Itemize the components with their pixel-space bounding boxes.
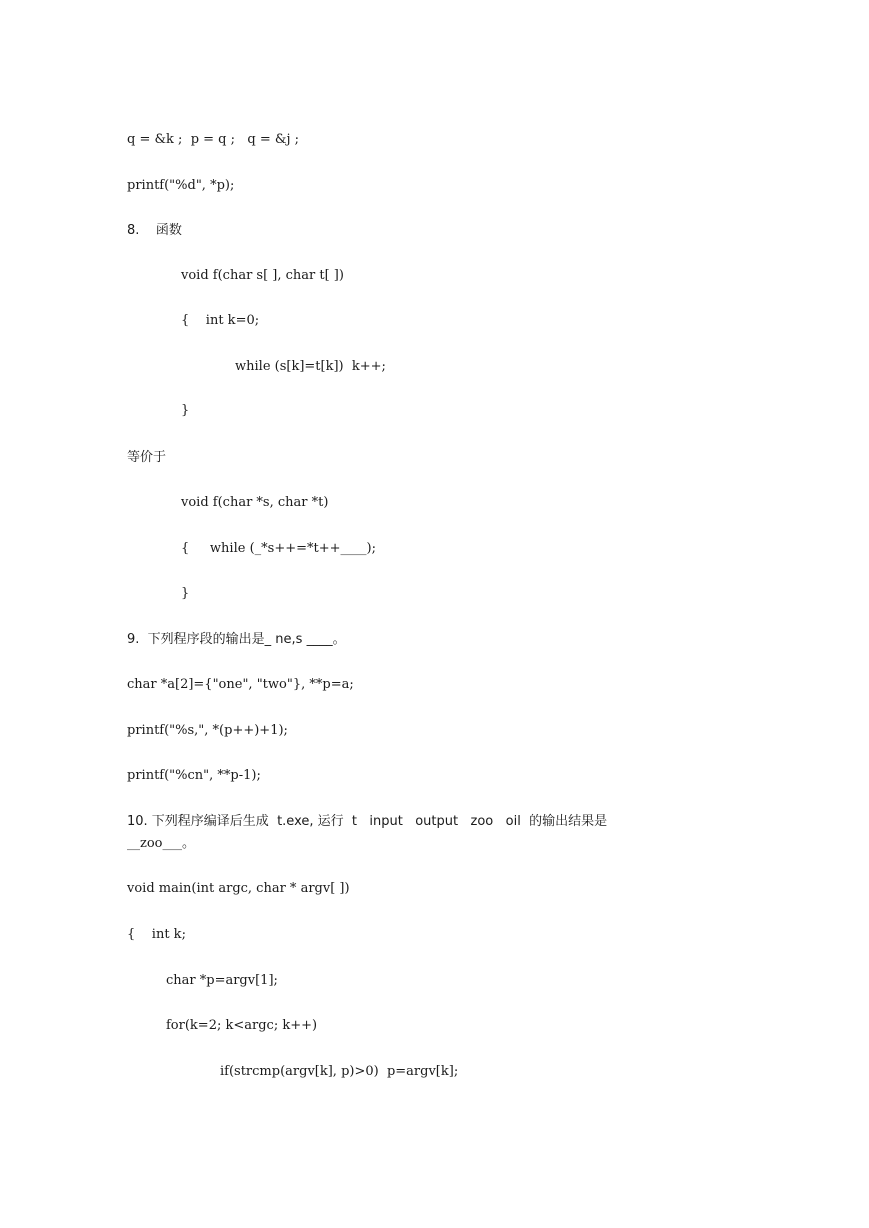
text-line: __zoo___。 bbox=[127, 836, 196, 851]
text-line: 等价于 bbox=[127, 450, 167, 465]
code-line: printf("%d", *p); bbox=[127, 178, 235, 193]
code-line: printf("%cn", **p-1); bbox=[127, 768, 261, 783]
code-line: { int k; bbox=[127, 927, 186, 942]
code-line: char *a[2]={"one", "two"}, **p=a; bbox=[127, 677, 354, 692]
code-line: void f(char *s, char *t) bbox=[181, 495, 329, 510]
code-line: } bbox=[181, 403, 190, 418]
code-line: char *p=argv[1]; bbox=[166, 973, 278, 988]
code-line: void f(char s[ ], char t[ ]) bbox=[181, 268, 344, 283]
code-line: for(k=2; k<argc; k++) bbox=[166, 1018, 318, 1033]
code-line: { while (_*s++=*t++____); bbox=[181, 541, 376, 556]
code-line: q = &k ; p = q ; q = &j ; bbox=[127, 132, 300, 147]
code-line: void main(int argc, char * argv[ ]) bbox=[127, 881, 350, 896]
code-line: } bbox=[181, 586, 190, 601]
code-line: if(strcmp(argv[k], p)>0) p=argv[k]; bbox=[220, 1064, 459, 1079]
code-line: while (s[k]=t[k]) k++; bbox=[235, 359, 386, 374]
code-line: { int k=0; bbox=[181, 313, 260, 328]
question-heading: 9. 下列程序段的输出是_ ne,s ____。 bbox=[127, 632, 346, 647]
question-heading: 8. 函数 bbox=[127, 223, 182, 238]
code-line: printf("%s,", *(p++)+1); bbox=[127, 723, 288, 738]
question-heading: 10. 下列程序编译后生成 t.exe, 运行 t input output zoo oil 的输出结果是 bbox=[127, 814, 608, 829]
